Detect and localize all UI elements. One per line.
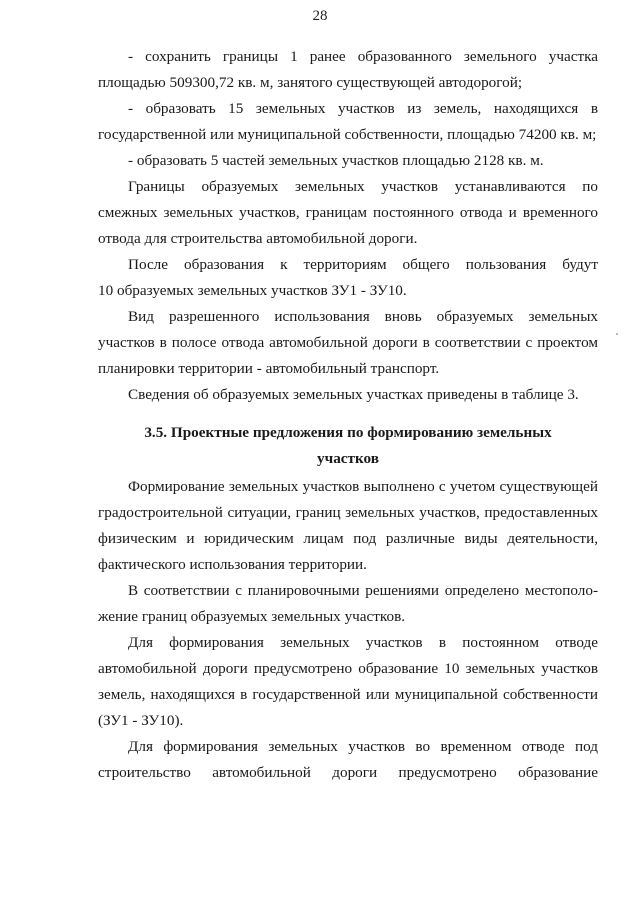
paragraph [98, 382, 598, 408]
document-body [98, 44, 598, 786]
page-number: 28 [312, 8, 328, 24]
text-line: участков в полосе отвода автомобильной дороги в соответствии с проектом [98, 334, 598, 351]
text-line: градостроительной ситуации, границ земельных участков, предоставленных [98, 504, 598, 521]
paragraph [98, 578, 598, 630]
paragraph [98, 96, 598, 148]
text-line: Вид разрешенного использования вновь образуемых земельных [128, 308, 598, 325]
text-line: земель, находящихся в государственной или муниципальной собственности [98, 686, 598, 703]
text-line: участков [317, 450, 379, 467]
text-line: Сведения об образуемых земельных участках приведены в таблице 3. [128, 386, 579, 403]
text-line: - образовать 15 земельных участков из земель, находящихся в [128, 100, 598, 117]
paragraph [98, 630, 598, 734]
text-line: физическим и юридическим лицам под различные виды деятельности, [98, 530, 598, 547]
text-line: жение границ образуемых земельных участков. [98, 608, 406, 625]
text-line: строительство автомобильной дороги предусмотрено образование [98, 764, 598, 781]
paragraph [98, 304, 598, 382]
text-line: - образовать 5 частей земельных участков площадью 2128 кв. м. [128, 152, 544, 169]
paragraph [98, 174, 598, 252]
text-line: Для формирования земельных участков в постоянном отводе [128, 634, 598, 651]
text-line: - сохранить границы 1 ранее образованного земельного участка [128, 48, 598, 65]
text-line: отвода для строительства автомобильной дороги. [98, 230, 418, 247]
text-line: Для формирования земельных участков во временном отводе под [128, 738, 598, 755]
text-line: Границы образуемых земельных участков устанавливаются по [128, 178, 598, 195]
text-line: После образования к территориям общего пользования будут [128, 256, 598, 273]
text-line: смежных земельных участков, границам постоянного отвода и временного [98, 204, 598, 221]
paragraph [98, 474, 598, 578]
text-line: 3.5. Проектные предложения по формированию земельных [144, 424, 552, 441]
text-line: автомобильной дороги предусмотрено образование 10 земельных участков [98, 660, 598, 677]
text-line: фактического использования территории. [98, 556, 367, 573]
scan-artifact [616, 333, 618, 335]
paragraph [98, 734, 598, 786]
text-line: (ЗУ1 - ЗУ10). [98, 712, 184, 729]
text-line: В соответствии с планировочными решениями определено местополо- [128, 582, 598, 599]
text-line: площадью 509300,72 кв. м, занятого существующей автодорогой; [98, 74, 523, 91]
text-line: государственной или муниципальной собственности, площадью 74200 кв. м; [98, 126, 597, 143]
paragraph [98, 44, 598, 96]
text-line: 10 образуемых земельных участков ЗУ1 - ЗУ10. [98, 282, 407, 299]
paragraph [98, 148, 598, 174]
section-heading [98, 420, 598, 472]
paragraph [98, 252, 598, 304]
text-line: планировки территории - автомобильный транспорт. [98, 360, 440, 377]
text-line: Формирование земельных участков выполнено с учетом существующей [128, 478, 598, 495]
